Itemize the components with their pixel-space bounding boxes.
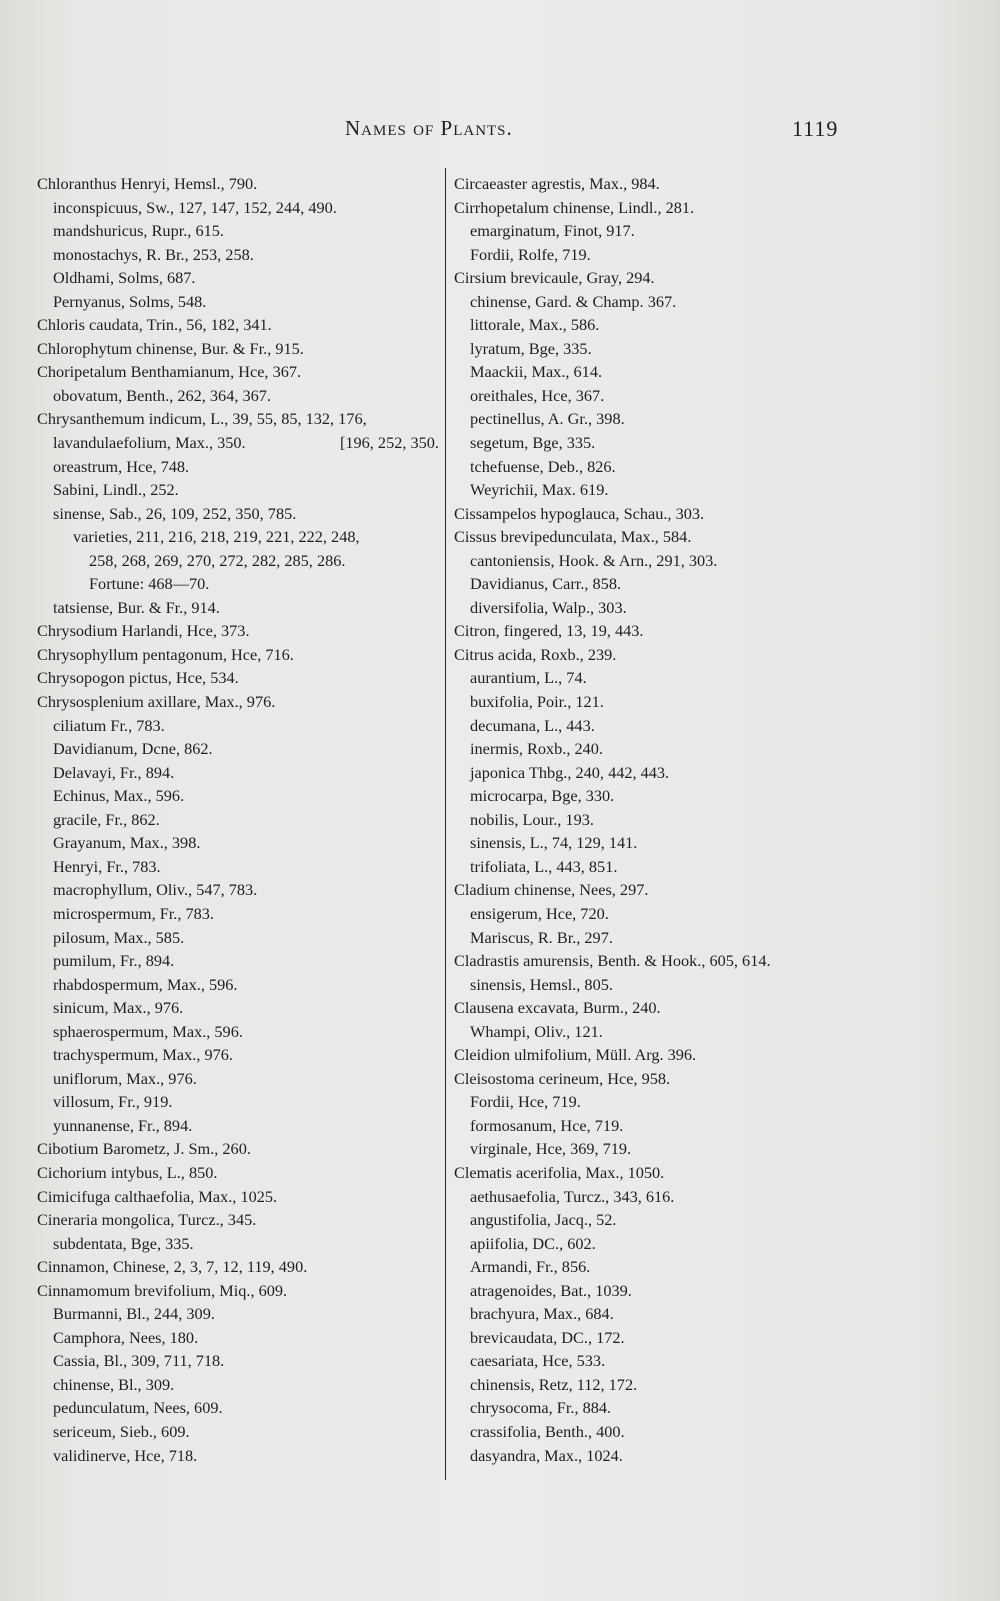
index-entry-text: trachyspermum, Max., 976.	[53, 1045, 233, 1065]
index-entry-text: Echinus, Max., 596.	[53, 786, 185, 806]
index-entry	[37, 1067, 437, 1091]
index-entry	[454, 973, 874, 997]
index-entry	[454, 643, 874, 667]
index-entry-text: inconspicuus, Sw., 127, 147, 152, 244, 490.	[53, 197, 337, 217]
index-entry-text: pumilum, Fr., 894.	[53, 951, 175, 971]
index-entry	[37, 902, 437, 926]
index-entry	[454, 666, 874, 690]
index-entry	[37, 360, 437, 384]
index-entry	[37, 855, 437, 879]
index-entry-text: Citrus acida, Roxb., 239.	[454, 644, 617, 664]
index-entry-text: microspermum, Fr., 783.	[53, 903, 214, 923]
index-entry-text: varieties, 211, 216, 218, 219, 221, 222, 248,	[73, 527, 360, 547]
index-entry	[37, 1185, 437, 1209]
index-entry	[37, 384, 437, 408]
index-entry-text: Cirrhopetalum chinense, Lindl., 281.	[454, 197, 695, 217]
index-entry-text: brachyura, Max., 684.	[470, 1304, 614, 1324]
index-entry	[454, 219, 874, 243]
index-entry	[454, 1020, 874, 1044]
index-entry-text: Chrysophyllum pentagonum, Hce, 716.	[37, 644, 294, 664]
index-entry	[37, 431, 437, 455]
index-entry	[454, 549, 874, 573]
index-entry-text: Chlorophytum chinense, Bur. & Fr., 915.	[37, 338, 304, 358]
index-entry-text: Cineraria mongolica, Turcz., 345.	[37, 1210, 257, 1230]
index-entry-text: atragenoides, Bat., 1039.	[470, 1280, 632, 1300]
index-entry	[37, 949, 437, 973]
index-entry-text: tatsiense, Bur. & Fr., 914.	[53, 597, 220, 617]
index-entry	[454, 1067, 874, 1091]
index-entry-text: Cichorium intybus, L., 850.	[37, 1162, 218, 1182]
index-entry	[454, 1373, 874, 1397]
index-entry-text: subdentata, Bge, 335.	[53, 1233, 194, 1253]
index-entry	[37, 1302, 437, 1326]
index-entry	[37, 1232, 437, 1256]
index-entry-text: Pernyanus, Solms, 548.	[53, 291, 207, 311]
index-entry-text: segetum, Bge, 335.	[470, 433, 596, 453]
index-entry-text: sinense, Sab., 26, 109, 252, 350, 785.	[53, 503, 297, 523]
index-entry	[37, 973, 437, 997]
index-entry	[454, 502, 874, 526]
index-entry	[37, 1444, 437, 1468]
index-entry-text: Cissampelos hypoglauca, Schau., 303.	[454, 503, 705, 523]
index-entry	[454, 1043, 874, 1067]
index-entry-text: Cinnamon, Chinese, 2, 3, 7, 12, 119, 490.	[37, 1257, 308, 1277]
index-entry	[37, 478, 437, 502]
index-entry-text: Cleidion ulmifolium, Müll. Arg. 396.	[454, 1045, 697, 1065]
index-entry	[37, 737, 437, 761]
index-entry	[454, 1444, 874, 1468]
index-entry-text: Cassia, Bl., 309, 711, 718.	[53, 1351, 225, 1371]
index-entry-text: uniflorum, Max., 976.	[53, 1068, 197, 1088]
index-entry	[454, 596, 874, 620]
index-entry	[454, 1161, 874, 1185]
index-entry-text: Cinnamomum brevifolium, Miq., 609.	[37, 1280, 288, 1300]
index-entry	[37, 290, 437, 314]
index-entry	[37, 1043, 437, 1067]
index-entry	[37, 1373, 437, 1397]
index-entry	[454, 1349, 874, 1373]
index-entry	[454, 996, 874, 1020]
index-entry	[37, 996, 437, 1020]
index-entry-text: sericeum, Sieb., 609.	[53, 1421, 190, 1441]
index-entry	[454, 1185, 874, 1209]
index-entry-text: Fordii, Hce, 719.	[470, 1092, 581, 1112]
index-entry	[454, 431, 874, 455]
index-entry-text: Cladrastis amurensis, Benth. & Hook., 605, 614.	[454, 951, 771, 971]
index-entry-text: brevicaudata, DC., 172.	[470, 1327, 625, 1347]
index-entry-text: emarginatum, Finot, 917.	[470, 221, 635, 241]
index-entry-text: caesariata, Hce, 533.	[470, 1351, 606, 1371]
index-entry-text: Cirsium brevicaule, Gray, 294.	[454, 268, 655, 288]
index-entry-text: Citron, fingered, 13, 19, 443.	[454, 621, 644, 641]
index-entry	[454, 926, 874, 950]
index-entry-text: virginale, Hce, 369, 719.	[470, 1139, 632, 1159]
index-entry	[37, 455, 437, 479]
index-entry	[37, 1420, 437, 1444]
index-entry-text: angustifolia, Jacq., 52.	[470, 1210, 617, 1230]
index-entry-text: cantoniensis, Hook. & Arn., 291, 303.	[470, 550, 718, 570]
index-entry	[454, 525, 874, 549]
index-entry	[454, 172, 874, 196]
index-entry-text: oreithales, Hce, 367.	[470, 385, 605, 405]
page-title: Names of Plants.	[345, 116, 513, 140]
index-entry	[454, 690, 874, 714]
index-entry-text: sphaerospermum, Max., 596.	[53, 1021, 243, 1041]
index-entry	[37, 196, 437, 220]
index-entry	[37, 1279, 437, 1303]
index-entry-text: Chrysanthemum indicum, L., 39, 55, 85, 132, 176,	[37, 409, 367, 429]
index-entry	[37, 619, 437, 643]
index-entry	[37, 714, 437, 738]
index-entry	[454, 1396, 874, 1420]
index-entry	[454, 902, 874, 926]
index-entry-text: trifoliata, L., 443, 851.	[470, 856, 618, 876]
index-column-right	[454, 172, 874, 1467]
index-entry-text: Cladium chinense, Nees, 297.	[454, 880, 649, 900]
index-entry	[454, 1255, 874, 1279]
index-entry	[454, 1302, 874, 1326]
index-entry	[37, 266, 437, 290]
index-entry-text: pilosum, Max., 585.	[53, 927, 185, 947]
index-entry	[37, 1349, 437, 1373]
index-entry	[37, 690, 437, 714]
index-entry-text: macrophyllum, Oliv., 547, 783.	[53, 880, 258, 900]
index-entry-text: Chrysodium Harlandi, Hce, 373.	[37, 621, 250, 641]
index-entry	[454, 455, 874, 479]
index-entry	[37, 926, 437, 950]
index-entry-text: sinensis, L., 74, 129, 141.	[470, 833, 638, 853]
index-entry-text: tchefuense, Deb., 826.	[470, 456, 616, 476]
index-entry	[37, 1020, 437, 1044]
index-entry-text: Cibotium Barometz, J. Sm., 260.	[37, 1139, 251, 1159]
index-entry	[37, 1326, 437, 1350]
index-entry-text: monostachys, R. Br., 253, 258.	[53, 244, 254, 264]
index-entry-text: Whampi, Oliv., 121.	[470, 1021, 603, 1041]
index-entry-text: Grayanum, Max., 398.	[53, 833, 201, 853]
index-entry-text: Cimicifuga calthaefolia, Max., 1025.	[37, 1186, 278, 1206]
index-entry-text: aurantium, L., 74.	[470, 668, 587, 688]
index-entry	[37, 1255, 437, 1279]
index-entry	[37, 784, 437, 808]
index-entry-text: Choripetalum Benthamianum, Hce, 367.	[37, 362, 302, 382]
index-entry	[454, 243, 874, 267]
running-head	[0, 116, 1000, 146]
index-entry-text: oreastrum, Hce, 748.	[53, 456, 190, 476]
index-entry	[454, 714, 874, 738]
index-entry	[454, 1232, 874, 1256]
index-column-left	[37, 172, 437, 1467]
index-entry-text: mandshuricus, Rupr., 615.	[53, 221, 224, 241]
index-entry	[454, 761, 874, 785]
index-entry-text: Davidianum, Dcne, 862.	[53, 739, 213, 759]
index-entry	[37, 1161, 437, 1185]
index-entry	[37, 502, 437, 526]
index-entry	[454, 1090, 874, 1114]
index-entry	[37, 572, 437, 596]
index-entry-text: microcarpa, Bge, 330.	[470, 786, 615, 806]
index-entry	[454, 266, 874, 290]
index-entry-text: inermis, Roxb., 240.	[470, 739, 603, 759]
index-entry	[37, 407, 437, 431]
index-entry-text: Camphora, Nees, 180.	[53, 1327, 199, 1347]
index-entry-text: crassifolia, Benth., 400.	[470, 1421, 625, 1441]
index-entry-text: Chrysopogon pictus, Hce, 534.	[37, 668, 239, 688]
index-entry-text: yunnanense, Fr., 894.	[53, 1115, 193, 1135]
index-entry	[37, 643, 437, 667]
index-entry	[37, 596, 437, 620]
index-entry	[454, 737, 874, 761]
index-entry-text: dasyandra, Max., 1024.	[470, 1445, 623, 1465]
column-divider	[445, 168, 446, 1480]
index-entry	[37, 313, 437, 337]
index-entry-text: chrysocoma, Fr., 884.	[470, 1398, 612, 1418]
index-entry-text: chinensis, Retz, 112, 172.	[470, 1374, 638, 1394]
index-entry	[37, 549, 437, 573]
index-entry	[454, 407, 874, 431]
index-entry	[454, 1326, 874, 1350]
index-entry	[454, 1137, 874, 1161]
index-entry-text: littorale, Max., 586.	[470, 315, 600, 335]
index-entry	[37, 666, 437, 690]
index-entry	[454, 313, 874, 337]
index-entry	[37, 337, 437, 361]
index-entry	[37, 878, 437, 902]
index-entry-text: Chloris caudata, Trin., 56, 182, 341.	[37, 315, 272, 335]
page-number: 1119	[792, 116, 839, 141]
index-entry-text: Clematis acerifolia, Max., 1050.	[454, 1162, 665, 1182]
index-entry-text: Armandi, Fr., 856.	[470, 1257, 591, 1277]
index-entry-text: Maackii, Max., 614.	[470, 362, 603, 382]
index-entry-text: diversifolia, Walp., 303.	[470, 597, 627, 617]
index-entry	[454, 1279, 874, 1303]
index-entry-text: Cleisostoma cerineum, Hce, 958.	[454, 1068, 671, 1088]
index-entry-text: Sabini, Lindl., 252.	[53, 480, 179, 500]
index-entry-text: sinicum, Max., 976.	[53, 998, 184, 1018]
index-entry	[454, 290, 874, 314]
index-entry-text: Delavayi, Fr., 894.	[53, 762, 175, 782]
index-entry-text: Davidianus, Carr., 858.	[470, 574, 622, 594]
index-entry	[37, 1137, 437, 1161]
index-entry-text: Circaeaster agrestis, Max., 984.	[454, 174, 660, 193]
index-entry-text: Mariscus, R. Br., 297.	[470, 927, 613, 947]
index-entry	[37, 808, 437, 832]
index-entry	[37, 525, 437, 549]
index-entry	[454, 478, 874, 502]
index-entry-text: ensigerum, Hce, 720.	[470, 903, 609, 923]
index-entry-text: obovatum, Benth., 262, 364, 367.	[53, 385, 271, 405]
index-entry-text: apiifolia, DC., 602.	[470, 1233, 596, 1253]
index-entry-text: japonica Thbg., 240, 442, 443.	[470, 762, 670, 782]
index-entry	[454, 1420, 874, 1444]
index-entry	[454, 572, 874, 596]
index-entry	[37, 172, 437, 196]
index-entry	[454, 384, 874, 408]
index-entry-text: sinensis, Hemsl., 805.	[470, 974, 613, 994]
index-entry	[37, 1114, 437, 1138]
index-entry	[454, 808, 874, 832]
index-entry	[37, 243, 437, 267]
index-entry-text: rhabdospermum, Max., 596.	[53, 974, 238, 994]
index-entry-text: Cissus brevipedunculata, Max., 584.	[454, 527, 692, 547]
index-entry-text: Oldhami, Solms, 687.	[53, 268, 196, 288]
index-entry	[454, 337, 874, 361]
index-entry	[454, 1208, 874, 1232]
index-entry-text: validinerve, Hce, 718.	[53, 1445, 198, 1465]
index-entry	[37, 1208, 437, 1232]
index-entry-text: buxifolia, Poir., 121.	[470, 692, 604, 712]
index-entry-text: pectinellus, A. Gr., 398.	[470, 409, 625, 429]
index-entry-text: Chrysosplenium axillare, Max., 976.	[37, 692, 276, 712]
index-entry	[37, 1090, 437, 1114]
index-entry	[454, 360, 874, 384]
index-entry	[454, 784, 874, 808]
index-entry	[454, 949, 874, 973]
index-entry-text: chinense, Bl., 309.	[53, 1374, 175, 1394]
index-entry	[454, 855, 874, 879]
index-entry-text: decumana, L., 443.	[470, 715, 595, 735]
index-entry-text: formosanum, Hce, 719.	[470, 1115, 624, 1135]
index-entry	[454, 196, 874, 220]
index-entry	[454, 878, 874, 902]
index-entry-text: pedunculatum, Nees, 609.	[53, 1398, 223, 1418]
index-entry-text: lyratum, Bge, 335.	[470, 338, 592, 358]
index-entry	[454, 1114, 874, 1138]
index-entry-text: nobilis, Lour., 193.	[470, 809, 594, 829]
index-entry-text: chinense, Gard. & Champ. 367.	[470, 291, 677, 311]
index-entry	[37, 219, 437, 243]
index-entry-continuation: [196, 252, 350.	[339, 433, 439, 453]
index-entry-text: ciliatum Fr., 783.	[53, 715, 165, 735]
index-entry-text: gracile, Fr., 862.	[53, 809, 160, 829]
index-entry-text: lavandulaefolium, Max., 350.	[53, 433, 246, 453]
index-entry-text: Fortune: 468—70.	[89, 574, 210, 594]
index-entry-text: Chloranthus Henryi, Hemsl., 790.	[37, 174, 258, 193]
index-entry-text: Henryi, Fr., 783.	[53, 856, 161, 876]
index-entry-text: villosum, Fr., 919.	[53, 1092, 173, 1112]
index-entry	[37, 761, 437, 785]
index-entry	[454, 831, 874, 855]
index-entry	[37, 1396, 437, 1420]
index-entry-text: Fordii, Rolfe, 719.	[470, 244, 591, 264]
index-entry	[454, 619, 874, 643]
index-entry	[37, 831, 437, 855]
index-entry-text: aethusaefolia, Turcz., 343, 616.	[470, 1186, 675, 1206]
index-entry-text: Burmanni, Bl., 244, 309.	[53, 1304, 215, 1324]
index-entry-text: Clausena excavata, Burm., 240.	[454, 998, 661, 1018]
index-entry-text: 258, 268, 269, 270, 272, 282, 285, 286.	[89, 550, 346, 570]
index-entry-text: Weyrichii, Max. 619.	[470, 480, 609, 500]
